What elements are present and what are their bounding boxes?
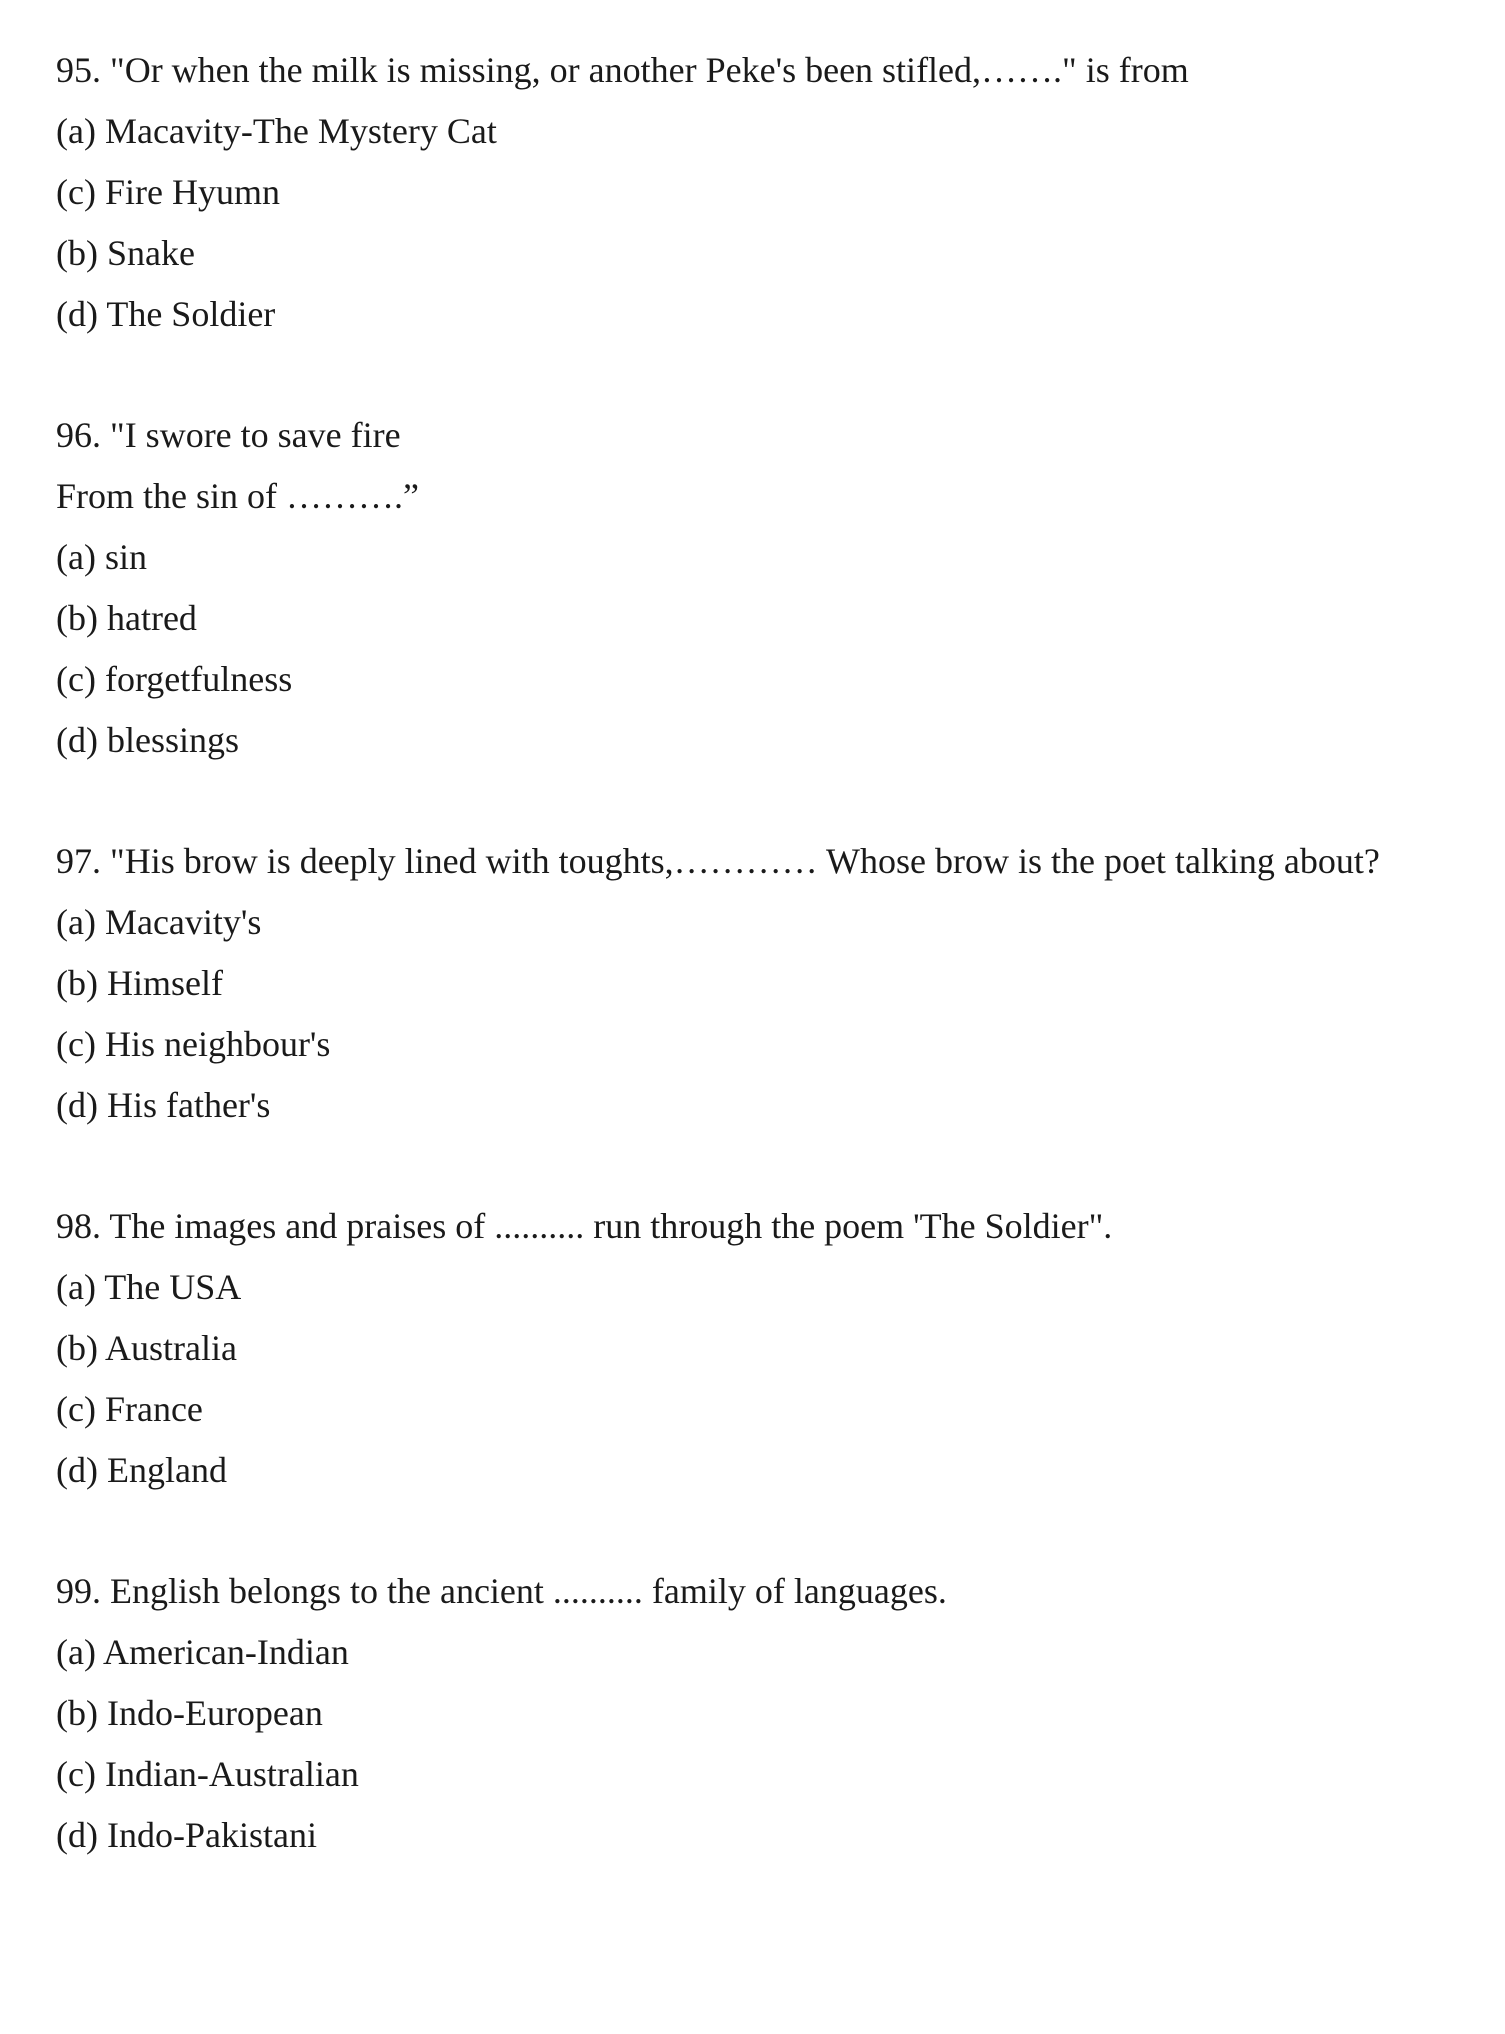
question-text: 95. "Or when the milk is missing, or another Peke's been stifled,……." is from — [56, 50, 1189, 90]
option-list — [56, 109, 1456, 337]
option-b: (b) Snake — [56, 233, 195, 273]
option-a: (a) American-Indian — [56, 1632, 349, 1672]
question-text: 98. The images and praises of .......... run through the poem 'The Soldier". — [56, 1206, 1113, 1246]
question-99 — [56, 1569, 1456, 1858]
question-text: 97. "His brow is deeply lined with toughts,………… Whose brow is the poet talking about? — [56, 841, 1380, 881]
option-a: (a) The USA — [56, 1267, 242, 1307]
option-a: (a) Macavity-The Mystery Cat — [56, 111, 497, 151]
option-list — [56, 535, 1456, 763]
option-d: (d) blessings — [56, 720, 239, 760]
question-95 — [56, 48, 1456, 337]
option-c: (c) France — [56, 1389, 203, 1429]
question-96 — [56, 413, 1456, 763]
option-c: (c) His neighbour's — [56, 1024, 331, 1064]
option-b: (b) hatred — [56, 598, 197, 638]
question-text: 96. "I swore to save fire — [56, 415, 401, 455]
question-text-line-2: From the sin of ……….” — [56, 476, 419, 516]
option-b: (b) Australia — [56, 1328, 237, 1368]
option-b: (b) Himself — [56, 963, 223, 1003]
option-c: (c) Fire Hyumn — [56, 172, 280, 212]
option-list — [56, 1265, 1456, 1493]
question-sheet — [56, 48, 1456, 1934]
option-list — [56, 1630, 1456, 1858]
option-c: (c) Indian-Australian — [56, 1754, 359, 1794]
option-d: (d) Indo-Pakistani — [56, 1815, 317, 1855]
option-list — [56, 900, 1456, 1128]
option-b: (b) Indo-European — [56, 1693, 323, 1733]
option-d: (d) His father's — [56, 1085, 271, 1125]
option-a: (a) Macavity's — [56, 902, 262, 942]
question-97 — [56, 839, 1456, 1128]
question-text: 99. English belongs to the ancient .......... family of languages. — [56, 1571, 947, 1611]
option-d: (d) England — [56, 1450, 227, 1490]
option-a: (a) sin — [56, 537, 147, 577]
option-d: (d) The Soldier — [56, 294, 276, 334]
option-c: (c) forgetfulness — [56, 659, 293, 699]
question-98 — [56, 1204, 1456, 1493]
